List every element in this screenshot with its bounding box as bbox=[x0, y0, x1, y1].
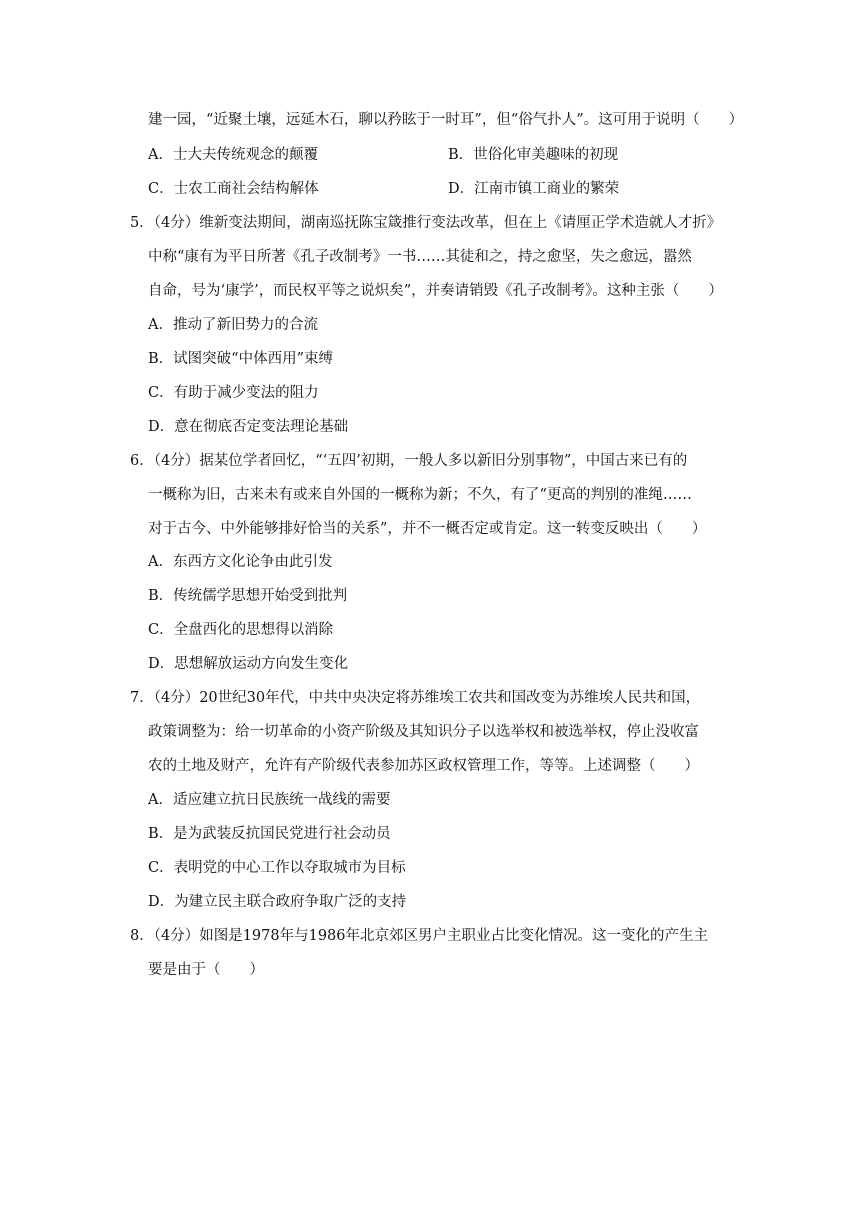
q7-option-c: C．表明党的中心工作以夺取城市为目标 bbox=[148, 860, 406, 876]
q7-option-d: D．为建立民主联合政府争取广泛的支持 bbox=[148, 894, 407, 910]
q7-stem-line-1: 7．（4分）20世纪30年代，中共中央决定将苏维埃工农共和国改变为苏维埃人民共和国， bbox=[130, 690, 701, 706]
q5-stem-line-1: 5．（4分）维新变法期间，湖南巡抚陈宝箴推行变法改革，但在上《请厘正学术造就人才折》 bbox=[130, 215, 722, 231]
q5-stem-line-2: 中称“康有为平日所著《孔子改制考》一书……其徒和之，持之愈坚，失之愈远，嚣然 bbox=[148, 249, 692, 265]
q6-option-d: D．思想解放运动方向发生变化 bbox=[148, 656, 349, 672]
q7-option-a: A．适应建立抗日民族统一战线的需要 bbox=[148, 792, 391, 808]
q4-option-b: B．世俗化审美趣味的初现 bbox=[448, 147, 619, 163]
q8-stem-line-2: 要是由于（ ） bbox=[148, 962, 264, 978]
q6-stem-line-2: 一概称为旧，古来未有或来自外国的一概称为新；不久，有了“更高的判别的准绳…… bbox=[148, 487, 692, 503]
q6-option-b: B．传统儒学思想开始受到批判 bbox=[148, 588, 348, 604]
q4-stem-line: 建一园，“近聚土壤，远延木石，聊以矜眩于一时耳”，但“俗气扑人”。这可用于说明（ ） bbox=[148, 112, 744, 128]
q7-stem-line-3: 农的土地及财产，允许有产阶级代表参加苏区政权管理工作，等等。上述调整（ ） bbox=[148, 758, 699, 774]
q7-option-b: B．是为武装反抗国民党进行社会动员 bbox=[148, 826, 391, 842]
q5-option-c: C．有助于减少变法的阻力 bbox=[148, 385, 319, 401]
q6-stem-line-3: 对于古今、中外能够排好恰当的关系”，并不一概否定或肯定。这一转变反映出（ ） bbox=[148, 521, 707, 537]
q8-stem-line-1: 8．（4分）如图是1978年与1986年北京郊区男户主职业占比变化情况。这一变化的产生主 bbox=[130, 928, 709, 944]
q5-stem-line-3: 自命，号为‘康学’，而民权平等之说炽矣”，并奏请销毁《孔子改制考》。这种主张（ ） bbox=[148, 283, 723, 299]
q4-option-d: D．江南市镇工商业的繁荣 bbox=[448, 181, 620, 197]
q6-stem-line-1: 6．（4分）据某位学者回忆，“‘五四’初期，一般人多以新旧分别事物”，中国古来已有的 bbox=[130, 453, 688, 469]
q6-option-a: A．东西方文化论争由此引发 bbox=[148, 554, 333, 570]
q4-option-c: C．士农工商社会结构解体 bbox=[148, 181, 319, 197]
q5-option-d: D．意在彻底否定变法理论基础 bbox=[148, 419, 349, 435]
q7-stem-line-2: 政策调整为：给一切革命的小资产阶级及其知识分子以选举权和被选举权，停止没收富 bbox=[148, 724, 699, 740]
q6-option-c: C．全盘西化的思想得以消除 bbox=[148, 622, 334, 638]
q5-option-a: A．推动了新旧势力的合流 bbox=[148, 317, 318, 333]
q5-option-b: B．试图突破“中体西用”束缚 bbox=[148, 351, 333, 367]
q4-option-a: A．士大夫传统观念的颠覆 bbox=[148, 147, 318, 163]
